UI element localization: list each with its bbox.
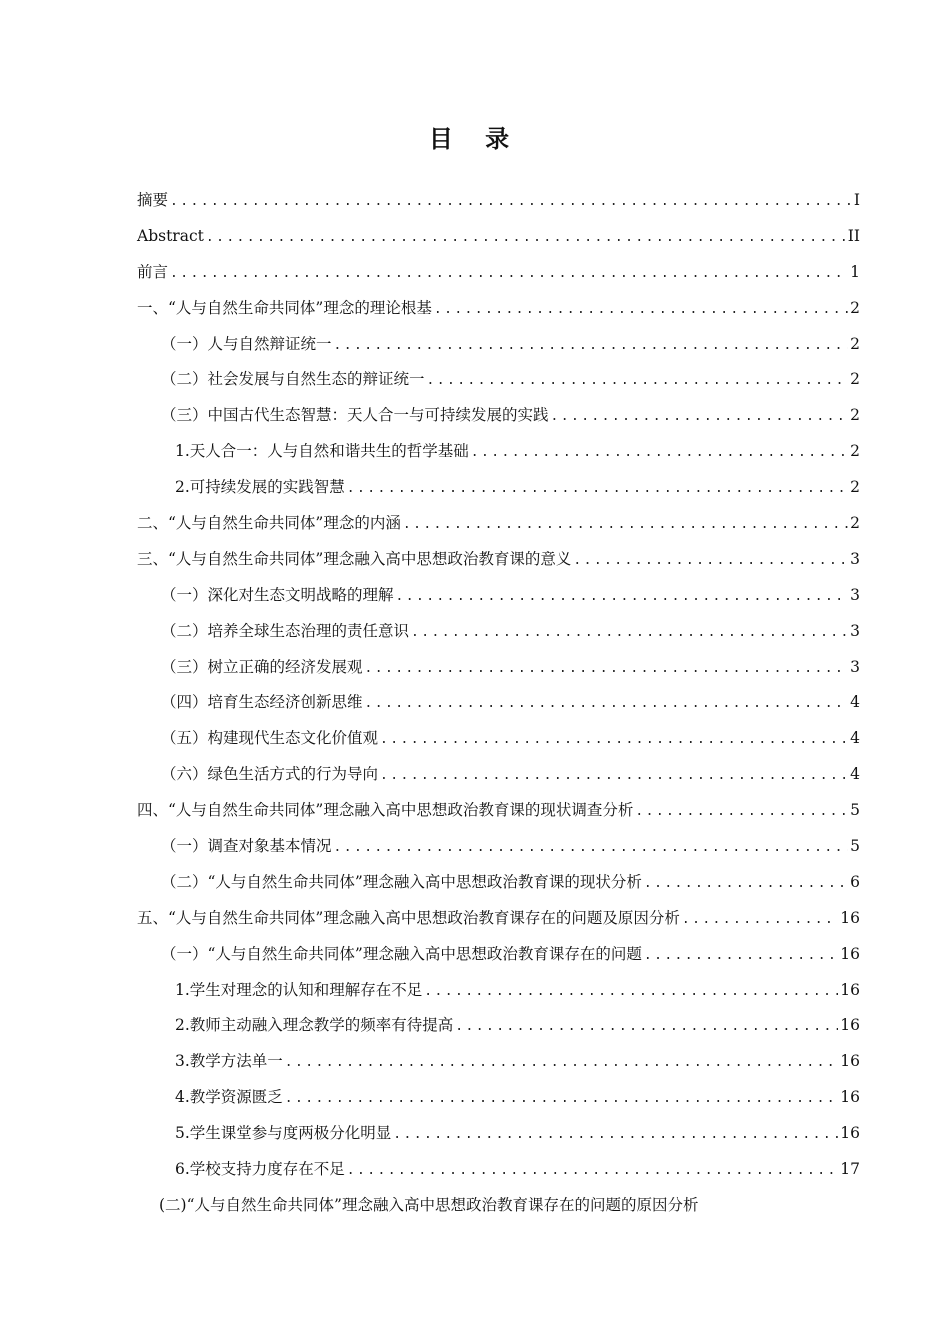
toc-entry[interactable] bbox=[137, 1152, 860, 1188]
toc-entry-text: 前言 bbox=[137, 262, 169, 281]
toc-entry[interactable] bbox=[137, 542, 860, 578]
toc-page-number: 4 bbox=[850, 729, 860, 748]
toc-leader-dots bbox=[347, 1153, 838, 1189]
toc-page-number: 3 bbox=[850, 621, 860, 640]
toc-page-number: 16 bbox=[840, 980, 860, 999]
toc-entry[interactable] bbox=[137, 685, 860, 721]
toc-page-number: 5 bbox=[850, 837, 860, 856]
toc-leader-dots bbox=[334, 328, 849, 364]
toc-entry-text: Abstract bbox=[137, 226, 204, 245]
toc-entry[interactable] bbox=[137, 973, 860, 1009]
toc-page-number: 1 bbox=[850, 262, 860, 281]
toc-entry-text: 6.学校支持力度存在不足 bbox=[175, 1160, 345, 1179]
toc-entry-text: （三）树立正确的经济发展观 bbox=[161, 657, 363, 676]
toc-page-number: 2 bbox=[850, 442, 860, 461]
toc-page-number: 4 bbox=[850, 765, 860, 784]
toc-entry[interactable] bbox=[137, 865, 860, 901]
toc-page-number: 16 bbox=[840, 944, 860, 963]
toc-page-number: 16 bbox=[840, 1088, 860, 1107]
toc-page-number: 3 bbox=[850, 657, 860, 676]
toc-leader-dots bbox=[380, 758, 848, 794]
toc-entry-text: （二）“人与自然生命共同体”理念融入高中思想政治教育课的现状分析 bbox=[161, 872, 642, 891]
toc-entry-text: 2.教师主动融入理念教学的频率有待提高 bbox=[175, 1016, 454, 1035]
toc-entry[interactable] bbox=[137, 1080, 860, 1116]
toc-entry[interactable] bbox=[137, 578, 860, 614]
toc-leader-dots bbox=[206, 220, 846, 256]
toc-page-number: 2 bbox=[850, 298, 860, 317]
toc-leader-dots bbox=[170, 184, 852, 220]
toc-leader-dots bbox=[396, 579, 849, 615]
toc-entry-text: 1.学生对理念的认知和理解存在不足 bbox=[175, 980, 423, 999]
toc-entry[interactable] bbox=[137, 255, 860, 291]
toc-entry-text: (二)“人与自然生命共同体”理念融入高中思想政治教育课存在的问题的原因分析 bbox=[159, 1195, 699, 1214]
toc-leader-dots bbox=[471, 435, 848, 471]
toc-entry[interactable] bbox=[137, 362, 860, 398]
toc-entry-text: 三、“人与自然生命共同体”理念融入高中思想政治教育课的意义 bbox=[137, 549, 572, 568]
toc-entry[interactable] bbox=[137, 1008, 860, 1044]
toc-entry[interactable] bbox=[137, 829, 860, 865]
toc-leader-dots bbox=[455, 1009, 838, 1045]
toc-leader-dots bbox=[365, 651, 849, 687]
toc-page-number: 17 bbox=[840, 1160, 860, 1179]
toc-leader-dots bbox=[347, 471, 848, 507]
toc-entry[interactable] bbox=[137, 1188, 860, 1224]
toc-page-number: II bbox=[847, 226, 860, 245]
toc-leader-dots bbox=[380, 722, 848, 758]
toc-page-number: 3 bbox=[850, 549, 860, 568]
toc-entry-text: 5.学生课堂参与度两极分化明显 bbox=[175, 1124, 392, 1143]
toc-leader-dots bbox=[635, 794, 848, 830]
toc-leader-dots bbox=[285, 1045, 838, 1081]
toc-leader-dots bbox=[551, 399, 849, 435]
toc-page-number: 2 bbox=[850, 370, 860, 389]
toc-entry-text: 一、“人与自然生命共同体”理念的理论根基 bbox=[137, 298, 432, 317]
toc-entry[interactable] bbox=[137, 470, 860, 506]
toc-entry-text: （四）培育生态经济创新思维 bbox=[161, 693, 363, 712]
toc-entry[interactable] bbox=[137, 1116, 860, 1152]
toc-leader-dots bbox=[334, 830, 849, 866]
toc-leader-dots bbox=[424, 974, 838, 1010]
toc-entry-text: 二、“人与自然生命共同体”理念的内涵 bbox=[137, 514, 401, 533]
toc-entry[interactable] bbox=[137, 398, 860, 434]
toc-entry-text: （一）“人与自然生命共同体”理念融入高中思想政治教育课存在的问题 bbox=[161, 944, 642, 963]
toc-entry[interactable] bbox=[137, 937, 860, 973]
toc-entry-text: 摘要 bbox=[137, 191, 169, 209]
toc-page-number: I bbox=[853, 191, 860, 209]
toc-page-number: 16 bbox=[840, 1016, 860, 1035]
toc-entry[interactable] bbox=[137, 650, 860, 686]
toc-entry-text: 四、“人与自然生命共同体”理念融入高中思想政治教育课的现状调查分析 bbox=[137, 801, 634, 820]
toc-entry[interactable] bbox=[137, 721, 860, 757]
toc-entry-text: （五）构建现代生态文化价值观 bbox=[161, 729, 379, 748]
toc-page-number: 2 bbox=[850, 478, 860, 497]
toc-entry[interactable] bbox=[137, 793, 860, 829]
toc-leader-dots bbox=[682, 902, 838, 938]
toc-entry[interactable] bbox=[137, 183, 860, 219]
toc-leader-dots bbox=[170, 256, 848, 292]
toc-entry-text: （一）深化对生态文明战略的理解 bbox=[161, 585, 394, 604]
toc-page-number: 3 bbox=[850, 585, 860, 604]
toc-entry-text: 4.教学资源匮乏 bbox=[175, 1088, 283, 1107]
page-title: 目 录 bbox=[428, 124, 522, 153]
toc-entry-text: （二）社会发展与自然生态的辩证统一 bbox=[161, 370, 425, 389]
toc-page-number: 2 bbox=[850, 334, 860, 353]
toc-entry-text: 五、“人与自然生命共同体”理念融入高中思想政治教育课存在的问题及原因分析 bbox=[137, 908, 680, 927]
toc-entry[interactable] bbox=[137, 291, 860, 327]
toc-entry[interactable] bbox=[137, 506, 860, 542]
toc-leader-dots bbox=[403, 507, 848, 543]
toc-entry[interactable] bbox=[137, 614, 860, 650]
toc-entry[interactable] bbox=[137, 219, 860, 255]
toc-leader-dots bbox=[644, 938, 838, 974]
toc-entry[interactable] bbox=[137, 434, 860, 470]
toc-page-number: 5 bbox=[850, 801, 860, 820]
toc-page-number: 16 bbox=[840, 1124, 860, 1143]
toc-entry[interactable] bbox=[137, 327, 860, 363]
toc-entry-text: （二）培养全球生态治理的责任意识 bbox=[161, 621, 410, 640]
toc-page-number: 6 bbox=[850, 872, 860, 891]
toc-entry-text: 1.天人合一：人与自然和谐共生的哲学基础 bbox=[175, 442, 469, 461]
toc-leader-dots bbox=[644, 866, 848, 902]
toc-leader-dots bbox=[285, 1081, 838, 1117]
toc-leader-dots bbox=[393, 1117, 838, 1153]
toc-entry-text: （六）绿色生活方式的行为导向 bbox=[161, 765, 379, 784]
toc-page-number: 2 bbox=[850, 406, 860, 425]
toc-page-number: 2 bbox=[850, 514, 860, 533]
toc-leader-dots bbox=[411, 615, 848, 651]
toc-leader-dots bbox=[365, 686, 849, 722]
toc-entry-text: （一）调查对象基本情况 bbox=[161, 837, 332, 856]
toc-leader-dots bbox=[427, 363, 849, 399]
toc-leader-dots bbox=[573, 543, 848, 579]
toc-entry[interactable] bbox=[137, 757, 860, 793]
toc-entry-text: （三）中国古代生态智慧：天人合一与可持续发展的实践 bbox=[161, 406, 549, 425]
toc-page-number: 16 bbox=[840, 908, 860, 927]
toc-entry-text: （一）人与自然辩证统一 bbox=[161, 334, 332, 353]
toc-entry-text: 3.教学方法单一 bbox=[175, 1052, 283, 1071]
toc-page-number: 16 bbox=[840, 1052, 860, 1071]
toc-leader-dots bbox=[434, 292, 848, 328]
toc-entry[interactable] bbox=[137, 901, 860, 937]
toc-entry-text: 2.可持续发展的实践智慧 bbox=[175, 478, 345, 497]
table-of-contents bbox=[137, 183, 860, 1224]
toc-page-number: 4 bbox=[850, 693, 860, 712]
toc-entry[interactable] bbox=[137, 1044, 860, 1080]
